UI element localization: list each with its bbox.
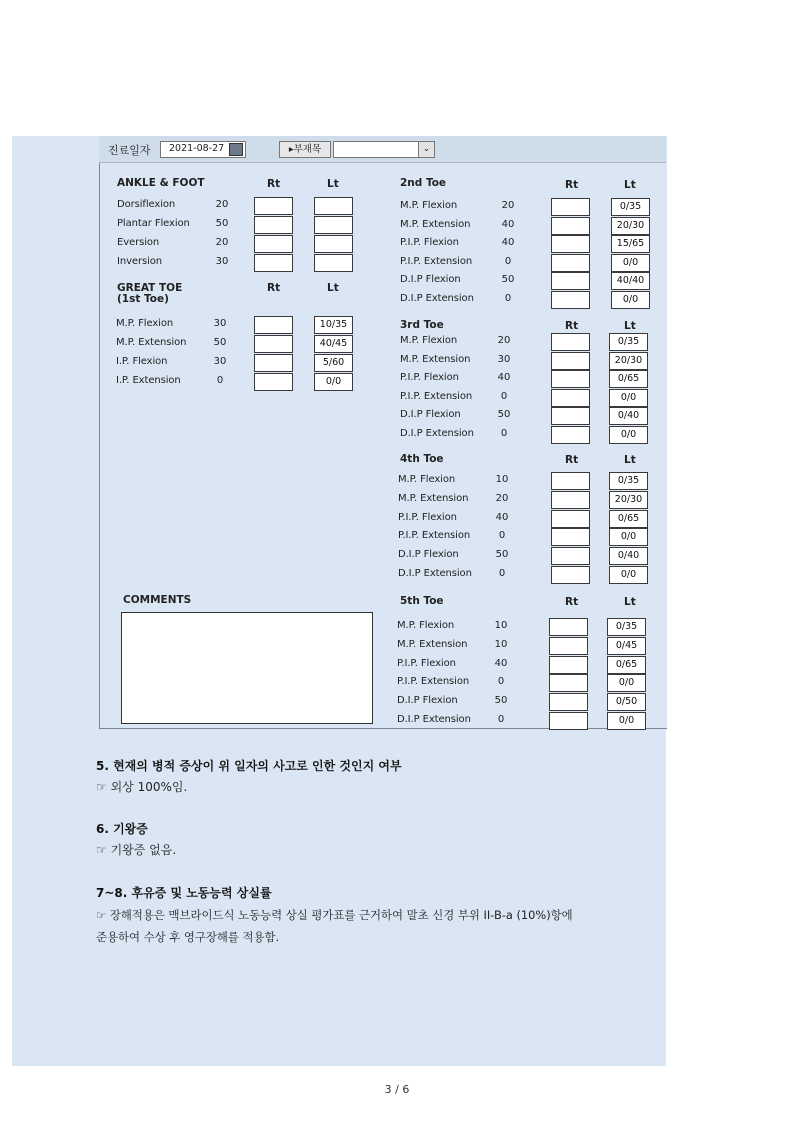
- toe3-rt-input[interactable]: [551, 426, 590, 444]
- toe3-lt-input[interactable]: 0/0: [609, 389, 648, 407]
- great-toe-title: GREAT TOE: [117, 282, 183, 294]
- toe5-rt-header: Rt: [565, 596, 579, 608]
- toe4-row-normal-value: 50: [495, 549, 509, 561]
- toe4-lt-input[interactable]: 0/65: [609, 510, 648, 528]
- toe4-rt-header: Rt: [565, 454, 579, 466]
- toe3-rt-input[interactable]: [551, 352, 590, 370]
- ankle-rt-input[interactable]: [254, 197, 293, 215]
- ankle-rt-input[interactable]: [254, 216, 293, 234]
- great_toe-rt-input[interactable]: [254, 316, 293, 334]
- toe2-lt-input[interactable]: 40/40: [611, 272, 650, 290]
- toe3-rt-header: Rt: [565, 320, 579, 332]
- toe2-row-normal-value: 0: [504, 292, 512, 304]
- ankle-row-normal-value: 20: [215, 199, 229, 210]
- toe2-row-normal-value: 20: [501, 200, 515, 211]
- toe4-lt-input[interactable]: 0/40: [609, 547, 648, 565]
- toe5-row-normal-value: 50: [494, 695, 508, 707]
- toe4-rt-input[interactable]: [551, 472, 590, 490]
- toe5-row-label: P.I.P. Extension: [397, 676, 470, 688]
- toe5-rt-input[interactable]: [549, 618, 588, 636]
- toe5-row-normal-value: 0: [497, 714, 505, 725]
- toe5-row-normal-value: 10: [494, 638, 508, 650]
- ankle-lt-input[interactable]: [314, 235, 353, 253]
- great-toe-lt-header: Lt: [327, 282, 339, 294]
- ankle-row-label: Inversion: [117, 256, 163, 267]
- great_toe-rt-input[interactable]: [254, 335, 293, 353]
- toe4-row-label: M.P. Flexion: [398, 474, 456, 485]
- toe3-lt-input[interactable]: 0/65: [609, 370, 648, 388]
- toe4-rt-input[interactable]: [551, 528, 590, 546]
- comments-title: COMMENTS: [123, 594, 192, 606]
- toe5-rt-input[interactable]: [549, 637, 588, 655]
- great_toe-row-normal-value: 50: [213, 337, 227, 348]
- toe4-rt-input[interactable]: [551, 547, 590, 565]
- sub-item-dropdown[interactable]: [333, 141, 435, 158]
- toe3-row-label: D.I.P Flexion: [400, 409, 461, 420]
- toe4-lt-input[interactable]: 20/30: [609, 491, 648, 509]
- toe5-rt-input[interactable]: [549, 712, 588, 730]
- sub-item-button[interactable]: ▸부재목: [279, 141, 331, 158]
- toe5-row-normal-value: 0: [497, 676, 505, 688]
- toe5-row-normal-value: 40: [494, 657, 508, 669]
- toe2-lt-input[interactable]: 0/35: [611, 198, 650, 216]
- great-toe-subtitle: (1st Toe): [117, 293, 169, 305]
- section5-title: 5. 현재의 병적 증상이 위 일자의 사고로 인한 것인지 여부: [96, 759, 402, 773]
- toe2-lt-input[interactable]: 20/30: [611, 217, 650, 235]
- toe2-lt-header: Lt: [624, 179, 636, 191]
- page-number: 3 / 6: [384, 1083, 410, 1096]
- ankle-rt-input[interactable]: [254, 254, 293, 272]
- toe2-row-label: P.I.P. Extension: [400, 255, 473, 267]
- toe3-row-normal-value: 30: [497, 353, 511, 365]
- toe5-title: 5th Toe: [400, 595, 444, 607]
- toe3-row-label: M.P. Extension: [400, 353, 471, 365]
- section5-body: ☞ 외상 100%임.: [96, 780, 188, 794]
- section6-title: 6. 기왕증: [96, 822, 148, 836]
- toe3-lt-input[interactable]: 0/0: [609, 426, 648, 444]
- date-value: 2021-08-27: [169, 143, 225, 154]
- toe4-row-label: P.I.P. Flexion: [398, 511, 457, 523]
- date-label: 진료일자: [108, 144, 151, 157]
- toe3-rt-input[interactable]: [551, 333, 590, 351]
- toe2-lt-input[interactable]: 0/0: [611, 254, 650, 272]
- toe3-row-normal-value: 20: [497, 335, 511, 346]
- great_toe-rt-input[interactable]: [254, 354, 293, 372]
- toe3-rt-input[interactable]: [551, 370, 590, 388]
- ankle-row-label: Eversion: [117, 237, 160, 248]
- form-toolbar: [99, 136, 666, 163]
- toe2-rt-input[interactable]: [551, 291, 590, 309]
- great_toe-row-label: M.P. Flexion: [116, 318, 174, 329]
- toe3-row-label: P.I.P. Extension: [400, 390, 473, 402]
- great-toe-rt-header: Rt: [267, 282, 281, 294]
- toe4-rt-input[interactable]: [551, 566, 590, 584]
- toe4-row-label: M.P. Extension: [398, 492, 469, 504]
- section7-body-line1: ☞ 장해적용은 맥브라이드식 노동능력 상실 평가표를 근거하여 말초 신경 부위 II-B-a (10%)항에: [96, 908, 573, 922]
- toe2-rt-input[interactable]: [551, 217, 590, 235]
- ankle-row-normal-value: 20: [215, 237, 229, 248]
- toe3-row-label: M.P. Flexion: [400, 335, 458, 346]
- toe4-row-normal-value: 20: [495, 492, 509, 504]
- toe2-row-label: P.I.P. Flexion: [400, 237, 459, 248]
- toe4-lt-input[interactable]: 0/0: [609, 528, 648, 546]
- toe3-row-normal-value: 50: [497, 409, 511, 420]
- toe3-lt-input[interactable]: 0/35: [609, 333, 648, 351]
- toe4-lt-input[interactable]: 0/0: [609, 566, 648, 584]
- toe4-lt-input[interactable]: 0/35: [609, 472, 648, 490]
- toe3-lt-input[interactable]: 20/30: [609, 352, 648, 370]
- chevron-down-icon[interactable]: ⌄: [418, 142, 434, 157]
- great_toe-lt-input[interactable]: 40/45: [314, 335, 353, 353]
- toe3-rt-input[interactable]: [551, 389, 590, 407]
- toe5-rt-input[interactable]: [549, 674, 588, 692]
- toe5-row-label: M.P. Flexion: [397, 620, 455, 631]
- calendar-icon[interactable]: [229, 143, 243, 156]
- toe4-title: 4th Toe: [400, 453, 444, 465]
- toe4-row-label: D.I.P Extension: [398, 568, 472, 579]
- toe5-row-label: P.I.P. Flexion: [397, 657, 456, 669]
- ankle-lt-header: Lt: [327, 178, 339, 190]
- great_toe-row-label: M.P. Extension: [116, 337, 187, 348]
- section6-body: ☞ 기왕증 없음.: [96, 843, 177, 857]
- toe5-lt-input[interactable]: 0/45: [607, 637, 646, 655]
- toe2-row-label: M.P. Flexion: [400, 200, 458, 211]
- toe4-row-label: D.I.P Flexion: [398, 549, 459, 561]
- great_toe-row-normal-value: 30: [213, 356, 227, 367]
- toe3-rt-input[interactable]: [551, 407, 590, 425]
- great_toe-lt-input[interactable]: 0/0: [314, 373, 353, 391]
- section7-title: 7~8. 후유증 및 노동능력 상실률: [96, 886, 272, 900]
- date-field[interactable]: [160, 141, 246, 158]
- toe5-row-label: M.P. Extension: [397, 638, 468, 650]
- great_toe-row-normal-value: 30: [213, 318, 227, 329]
- toe5-lt-input[interactable]: 0/0: [607, 712, 646, 730]
- great_toe-lt-input[interactable]: 10/35: [314, 316, 353, 334]
- ankle-row-normal-value: 30: [215, 256, 229, 267]
- toe2-rt-input[interactable]: [551, 254, 590, 272]
- toe5-rt-input[interactable]: [549, 656, 588, 674]
- toe5-lt-input[interactable]: 0/0: [607, 674, 646, 692]
- toe3-row-label: P.I.P. Flexion: [400, 372, 459, 383]
- toe4-row-normal-value: 10: [495, 474, 509, 485]
- great_toe-rt-input[interactable]: [254, 373, 293, 391]
- toe5-lt-header: Lt: [624, 596, 636, 608]
- toe4-row-normal-value: 0: [498, 530, 506, 542]
- toe2-row-normal-value: 50: [501, 274, 515, 285]
- toe5-row-label: D.I.P Extension: [397, 714, 471, 725]
- ankle-row-normal-value: 50: [215, 218, 229, 229]
- ankle-lt-input[interactable]: [314, 197, 353, 215]
- toe5-row-label: D.I.P Flexion: [397, 695, 458, 707]
- toe2-rt-input[interactable]: [551, 272, 590, 290]
- toe4-rt-input[interactable]: [551, 491, 590, 509]
- toe2-row-label: D.I.P Extension: [400, 292, 474, 304]
- toe3-lt-input[interactable]: 0/40: [609, 407, 648, 425]
- toe3-row-label: D.I.P Extension: [400, 427, 474, 439]
- toe2-row-label: D.I.P Flexion: [400, 274, 461, 285]
- ankle-rt-header: Rt: [267, 178, 281, 190]
- toe5-row-normal-value: 10: [494, 620, 508, 631]
- toe2-lt-input[interactable]: 0/0: [611, 291, 650, 309]
- toe4-lt-header: Lt: [624, 454, 636, 466]
- toe2-rt-input[interactable]: [551, 198, 590, 216]
- toe3-lt-header: Lt: [624, 320, 636, 332]
- ankle-lt-input[interactable]: [314, 216, 353, 234]
- toe5-rt-input[interactable]: [549, 693, 588, 711]
- ankle-lt-input[interactable]: [314, 254, 353, 272]
- toe4-rt-input[interactable]: [551, 510, 590, 528]
- toe5-lt-input[interactable]: 0/35: [607, 618, 646, 636]
- ankle-row-label: Dorsiflexion: [117, 199, 176, 210]
- toe5-lt-input[interactable]: 0/50: [607, 693, 646, 711]
- toe4-row-normal-value: 40: [495, 511, 509, 523]
- ankle-title: ANKLE & FOOT: [117, 177, 205, 189]
- section7-body-line2: 준용하여 수상 후 영구장해를 적용함.: [96, 930, 280, 944]
- toe3-title: 3rd Toe: [400, 319, 444, 331]
- toe2-title: 2nd Toe: [400, 177, 447, 189]
- toe2-lt-input[interactable]: 15/65: [611, 235, 650, 253]
- great_toe-lt-input[interactable]: 5/60: [314, 354, 353, 372]
- ankle-row-label: Plantar Flexion: [117, 218, 190, 229]
- toe2-row-normal-value: 0: [504, 255, 512, 267]
- toe2-row-normal-value: 40: [501, 218, 515, 230]
- toe2-rt-input[interactable]: [551, 235, 590, 253]
- toe2-rt-header: Rt: [565, 179, 579, 191]
- toe2-row-normal-value: 40: [501, 237, 515, 248]
- toe3-row-normal-value: 0: [500, 390, 508, 402]
- great_toe-row-label: I.P. Extension: [116, 375, 181, 386]
- toe4-row-label: P.I.P. Extension: [398, 530, 471, 542]
- toe3-row-normal-value: 0: [500, 427, 508, 439]
- comments-textarea[interactable]: [121, 612, 373, 724]
- great_toe-row-normal-value: 0: [216, 375, 224, 386]
- toe2-row-label: M.P. Extension: [400, 218, 471, 230]
- toe3-row-normal-value: 40: [497, 372, 511, 383]
- toe5-lt-input[interactable]: 0/65: [607, 656, 646, 674]
- toe4-row-normal-value: 0: [498, 568, 506, 579]
- great_toe-row-label: I.P. Flexion: [116, 356, 168, 367]
- ankle-rt-input[interactable]: [254, 235, 293, 253]
